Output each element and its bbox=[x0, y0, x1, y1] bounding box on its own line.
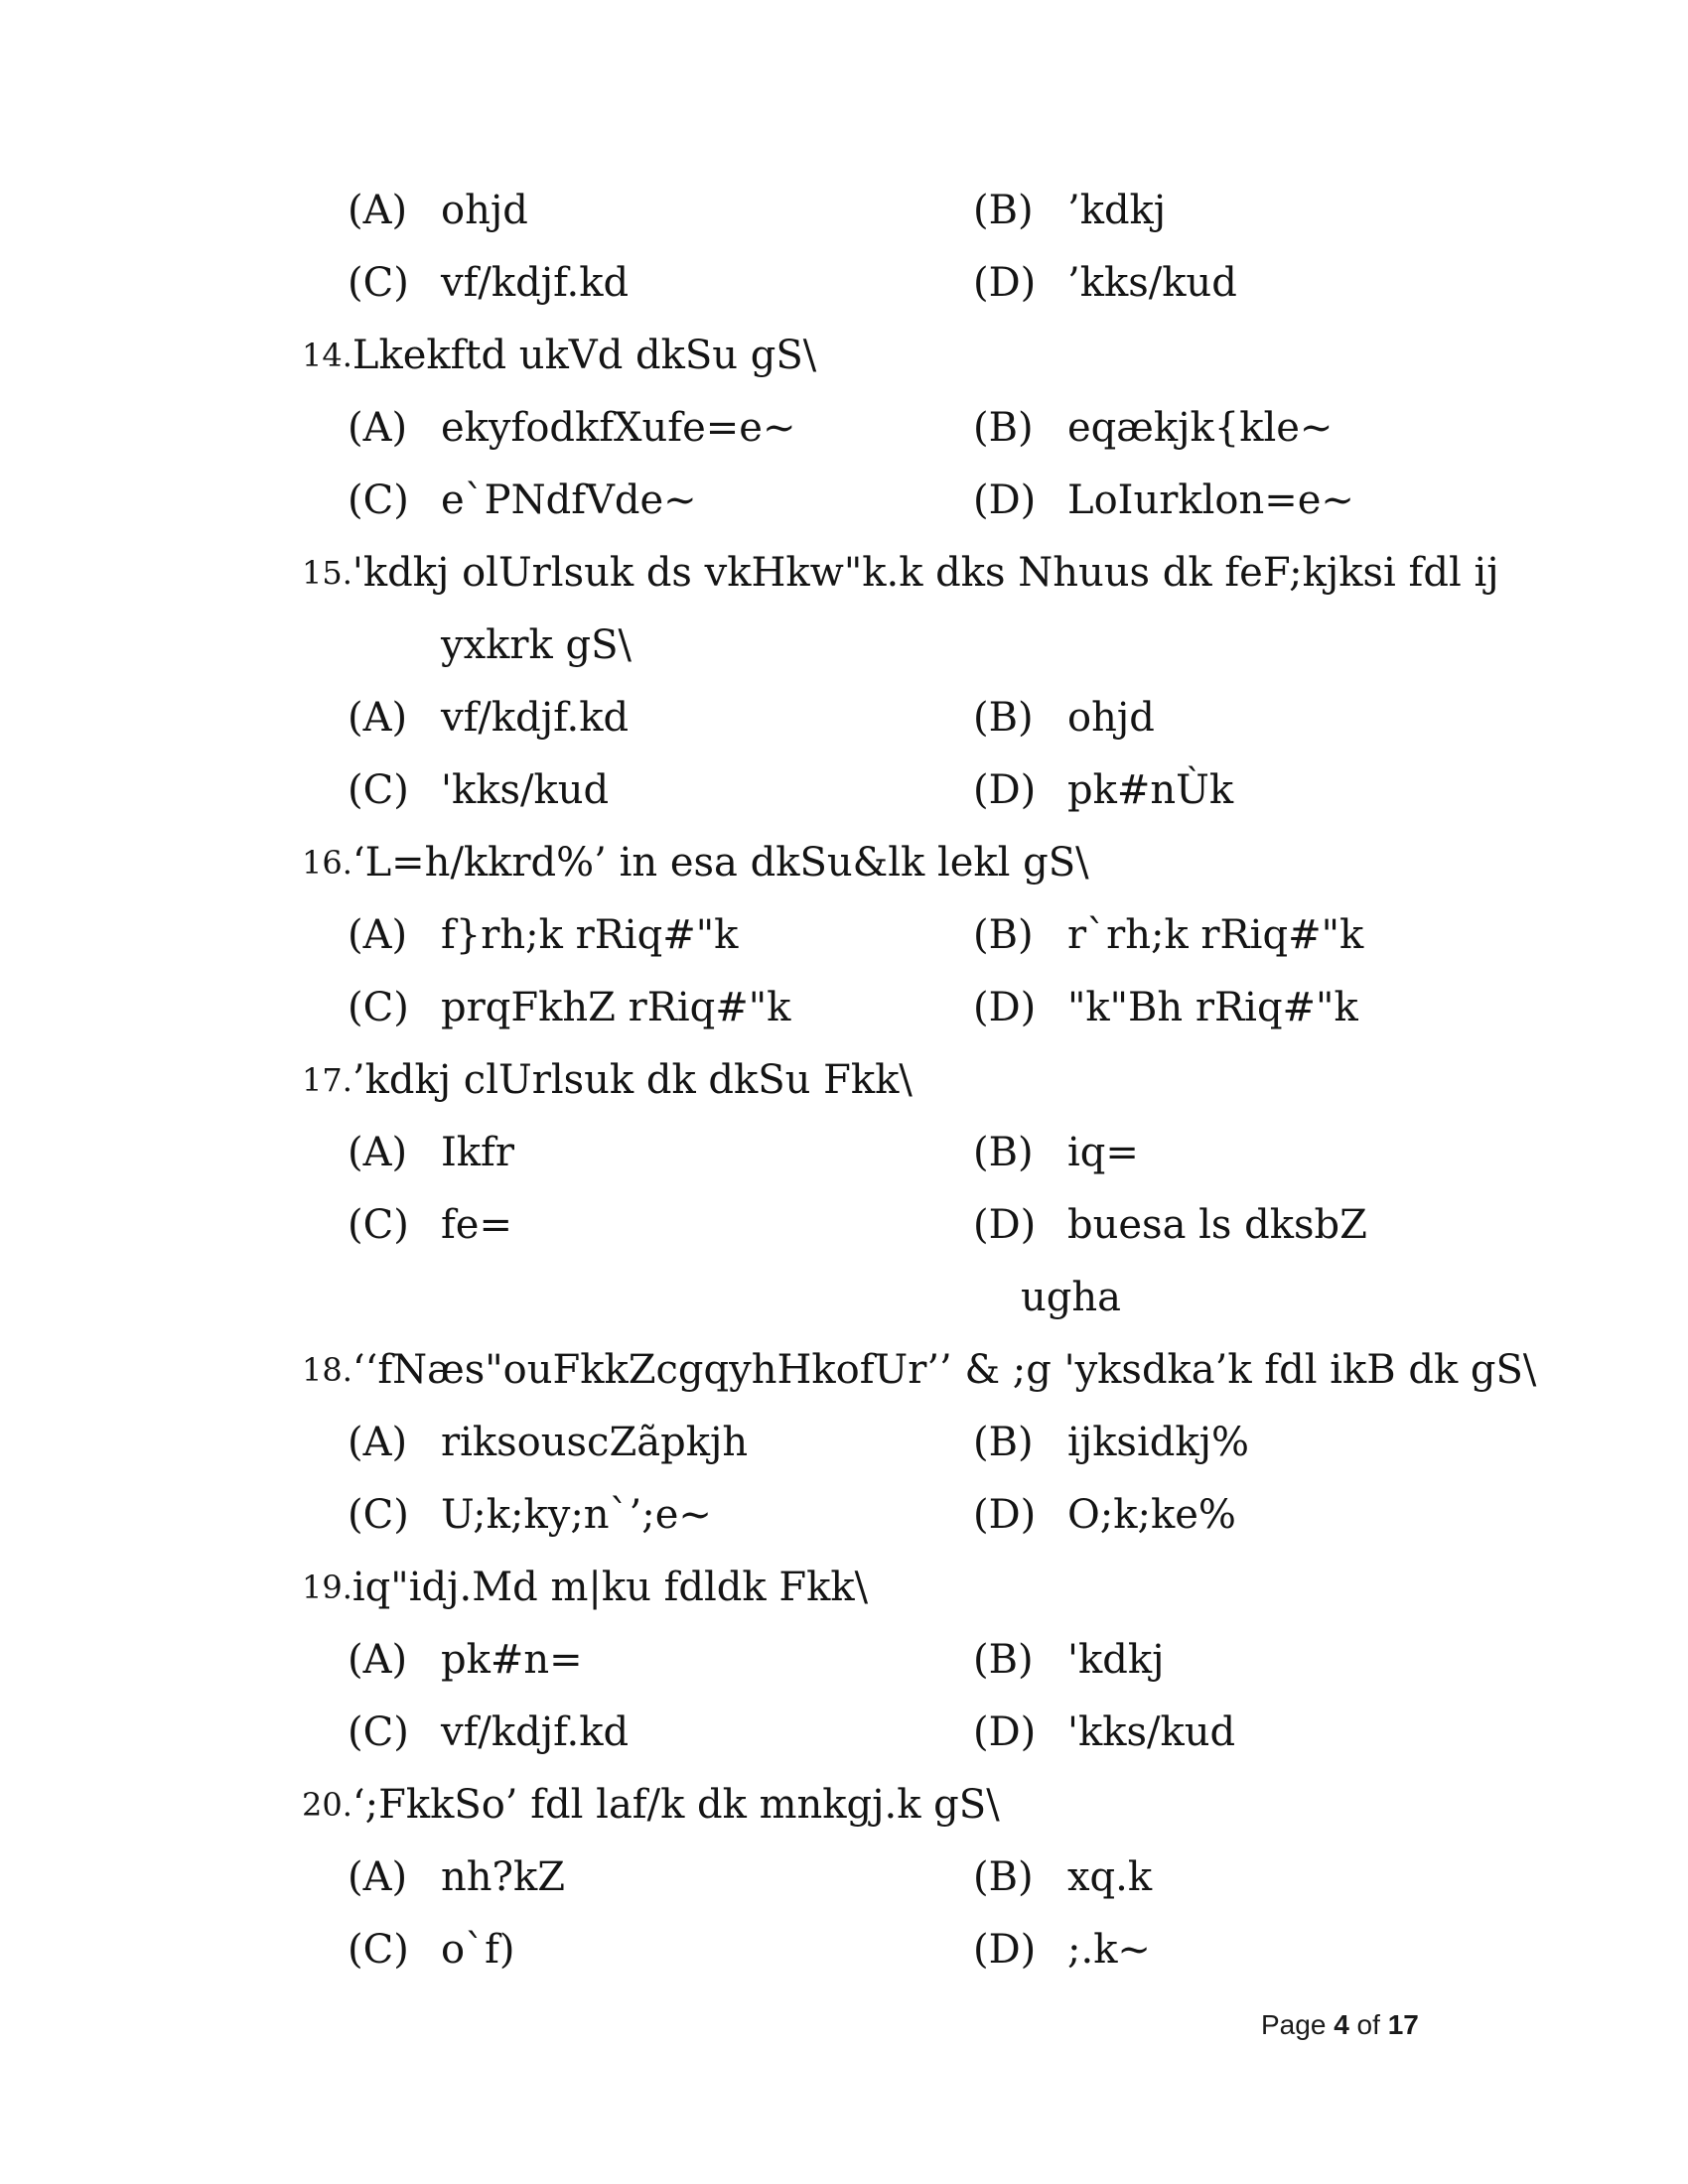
option-text: xq.k bbox=[1067, 1854, 1153, 1900]
option-text: vf/kdjf.kd bbox=[441, 1709, 630, 1755]
option-text: U;k;ky;n`’;e~ bbox=[441, 1492, 712, 1538]
option-text: pk#nÙk bbox=[1067, 767, 1234, 813]
option-text: riksouscZãpkjh bbox=[441, 1420, 749, 1465]
option-label: (B) bbox=[973, 1854, 1034, 1900]
option-label: (A) bbox=[348, 405, 408, 451]
option-label: (D) bbox=[973, 985, 1037, 1030]
question-stem bbox=[302, 1779, 1000, 1831]
option-text: O;k;ke% bbox=[1067, 1492, 1236, 1538]
option-label: (C) bbox=[348, 1709, 409, 1755]
option-label: (C) bbox=[348, 260, 409, 306]
option-text: vf/kdjf.kd bbox=[441, 260, 630, 306]
option-text: o`f) bbox=[441, 1927, 515, 1973]
current-page-number: 4 bbox=[1334, 2009, 1349, 2040]
option-label: (D) bbox=[973, 478, 1037, 523]
option-label: (C) bbox=[348, 767, 409, 813]
option-label: (D) bbox=[973, 260, 1037, 306]
question-stem bbox=[302, 330, 816, 381]
option-label: (D) bbox=[973, 767, 1037, 813]
option-label: (B) bbox=[973, 1637, 1034, 1683]
option-label: (C) bbox=[348, 1492, 409, 1538]
option-text: prqFkhZ rRiq#"k bbox=[441, 985, 791, 1030]
option-label: (B) bbox=[973, 695, 1034, 741]
option-label: (B) bbox=[973, 405, 1034, 451]
option-label: (D) bbox=[973, 1709, 1037, 1755]
question-text: 'kdkj olUrlsuk ds vkHkw"k.k dks Nhuus dk feF;kjksi fdl ij bbox=[352, 550, 1499, 596]
option-text-continued: ugha bbox=[1021, 1275, 1121, 1320]
option-text: r`rh;k rRiq#"k bbox=[1067, 912, 1364, 958]
option-label: (B) bbox=[973, 188, 1034, 233]
option-text: buesa ls dksbZ bbox=[1067, 1202, 1367, 1248]
question-text: ‘L=h/kkrd%’ in esa dkSu&lk lekl gS\ bbox=[352, 840, 1089, 886]
option-label: (A) bbox=[348, 188, 408, 233]
option-label: (B) bbox=[973, 912, 1034, 958]
option-text: eqækjk{kle~ bbox=[1067, 405, 1334, 451]
question-text: ‘‘fNæs"ouFkkZcgqyhHkofUr’’ & ;g 'yksdka’k fdl ikB dk gS\ bbox=[352, 1347, 1537, 1393]
option-text: ’kdkj bbox=[1067, 188, 1167, 233]
option-text: Ikfr bbox=[441, 1130, 514, 1175]
of-word: of bbox=[1356, 2009, 1380, 2040]
question-stem bbox=[302, 1344, 1536, 1396]
option-label: (C) bbox=[348, 478, 409, 523]
option-label: (A) bbox=[348, 1130, 408, 1175]
question-number: 19. bbox=[302, 1569, 352, 1606]
option-text: iq= bbox=[1067, 1130, 1139, 1175]
question-number: 17. bbox=[302, 1061, 352, 1099]
option-label: (A) bbox=[348, 1637, 408, 1683]
option-label: (A) bbox=[348, 1420, 408, 1465]
question-text: iq"idj.Md m|ku fdldk Fkk\ bbox=[352, 1565, 869, 1610]
question-stem bbox=[302, 1562, 868, 1613]
question-text: ‘;FkkSo’ fdl laf/k dk mnkgj.k gS\ bbox=[352, 1782, 1000, 1828]
question-number: 16. bbox=[302, 844, 352, 882]
option-label: (B) bbox=[973, 1420, 1034, 1465]
option-text: ;.k~ bbox=[1067, 1927, 1151, 1973]
option-label: (A) bbox=[348, 695, 408, 741]
option-label: (A) bbox=[348, 1854, 408, 1900]
question-number: 18. bbox=[302, 1351, 352, 1389]
option-text: 'kdkj bbox=[1067, 1637, 1165, 1683]
option-label: (D) bbox=[973, 1927, 1037, 1973]
option-label: (B) bbox=[973, 1130, 1034, 1175]
option-text: ohjd bbox=[1067, 695, 1155, 741]
option-text: ijksidkj% bbox=[1067, 1420, 1250, 1465]
total-pages-number: 17 bbox=[1387, 2009, 1419, 2040]
option-label: (C) bbox=[348, 1927, 409, 1973]
option-text: 'kks/kud bbox=[1067, 1709, 1236, 1755]
option-text: 'kks/kud bbox=[441, 767, 610, 813]
option-text: LoIurklon=e~ bbox=[1067, 478, 1354, 523]
option-text: f}rh;k rRiq#"k bbox=[441, 912, 739, 958]
question-text: Lkekftd ukVd dkSu gS\ bbox=[352, 333, 817, 378]
question-text: ’kdkj clUrlsuk dk dkSu Fkk\ bbox=[352, 1057, 913, 1103]
option-text: ekyfodkfXufe=e~ bbox=[441, 405, 796, 451]
option-text: pk#n= bbox=[441, 1637, 583, 1683]
option-text: e`PNdfVde~ bbox=[441, 478, 697, 523]
question-stem bbox=[302, 837, 1089, 888]
option-label: (A) bbox=[348, 912, 408, 958]
question-text-continued: yxkrk gS\ bbox=[441, 622, 632, 668]
option-label: (C) bbox=[348, 985, 409, 1030]
option-label: (C) bbox=[348, 1202, 409, 1248]
question-number: 14. bbox=[302, 337, 352, 374]
page-word: Page bbox=[1261, 2009, 1327, 2040]
page-footer bbox=[1261, 2005, 1419, 2045]
option-text: nh?kZ bbox=[441, 1854, 565, 1900]
option-text: ’kks/kud bbox=[1067, 260, 1237, 306]
option-text: ohjd bbox=[441, 188, 528, 233]
question-number: 20. bbox=[302, 1786, 352, 1824]
option-text: fe= bbox=[441, 1202, 512, 1248]
option-text: vf/kdjf.kd bbox=[441, 695, 630, 741]
question-stem bbox=[302, 547, 1499, 599]
option-text: "k"Bh rRiq#"k bbox=[1067, 985, 1358, 1030]
option-label: (D) bbox=[973, 1202, 1037, 1248]
option-label: (D) bbox=[973, 1492, 1037, 1538]
question-number: 15. bbox=[302, 554, 352, 592]
question-stem bbox=[302, 1054, 913, 1106]
